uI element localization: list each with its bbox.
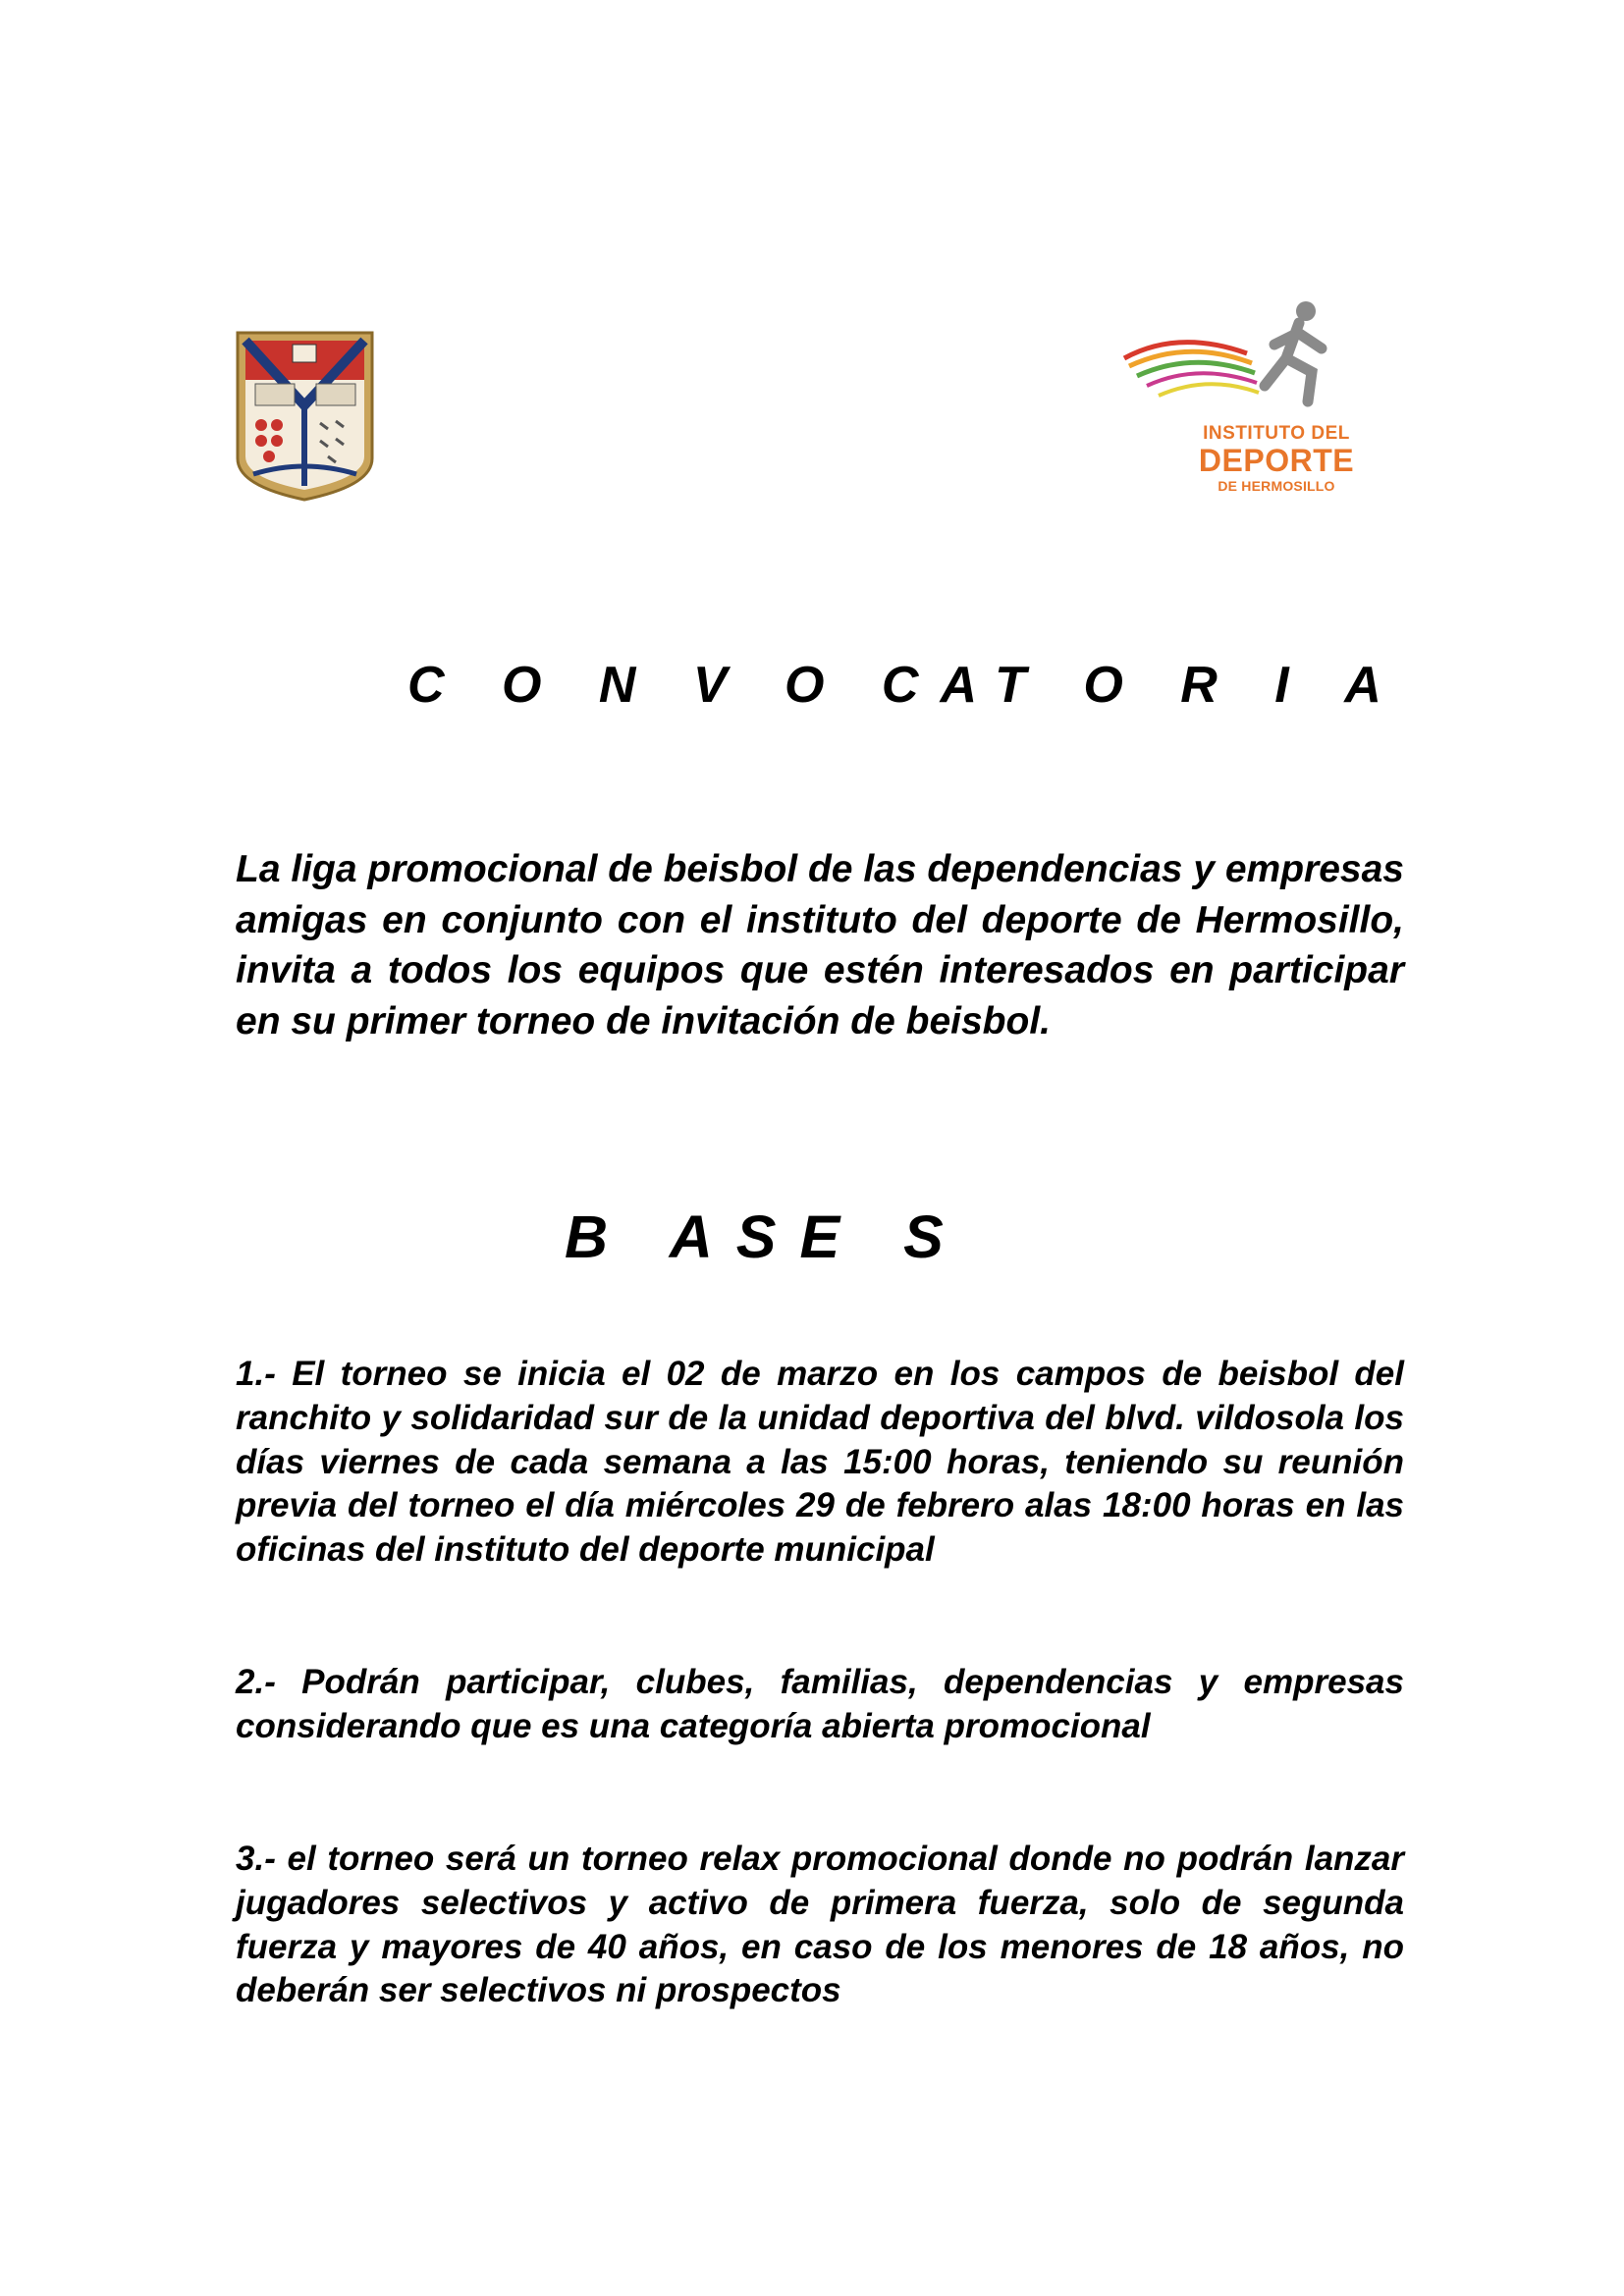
intro-paragraph: La liga promocional de beisbol de las dependencias y empresas amigas en conjunto con el instituto del deporte de Hermosillo, invita a todos los equipos que estén interesados en participar en su primer torneo de invitación de beisbol. bbox=[236, 848, 1404, 1042]
clause-2: 2.- Podrán participar, clubes, familias, dependencias y empresas considerando que es una categoría abierta promocional bbox=[236, 1663, 1404, 1745]
coat-of-arms-icon bbox=[234, 329, 376, 503]
convocatoria-title: C O N V O CAT O R I A bbox=[407, 657, 1403, 714]
clause-3: 3.- el torneo será un torneo relax promocional donde no podrán lanzar jugadores selectivos y activo de primera fuerza, solo de segunda fuerza y mayores de 40 años, en caso de los menores de 18 años, no deberán ser selectivos ni prospectos bbox=[236, 1840, 1404, 2010]
clause-1: 1.- El torneo se inicia el 02 de marzo en los campos de beisbol del ranchito y solidaridad sur de la unidad deportiva del blvd. vildosola los días viernes de cada semana a las 15:00 horas, teniendo su reunión previa del torneo el día miércoles 29 de febrero alas 18:00 horas en las oficinas del instituto del deporte municipal bbox=[236, 1355, 1404, 1570]
institute-logo bbox=[1119, 299, 1355, 501]
institute-name-line2: DEPORTE bbox=[1198, 443, 1355, 478]
institute-name-line3: DE HERMOSILLO bbox=[1218, 478, 1335, 494]
runner-icon bbox=[1119, 299, 1355, 422]
institute-name-line1: INSTITUTO DEL bbox=[1203, 423, 1350, 444]
bases-heading: B ASE S bbox=[565, 1203, 967, 1270]
